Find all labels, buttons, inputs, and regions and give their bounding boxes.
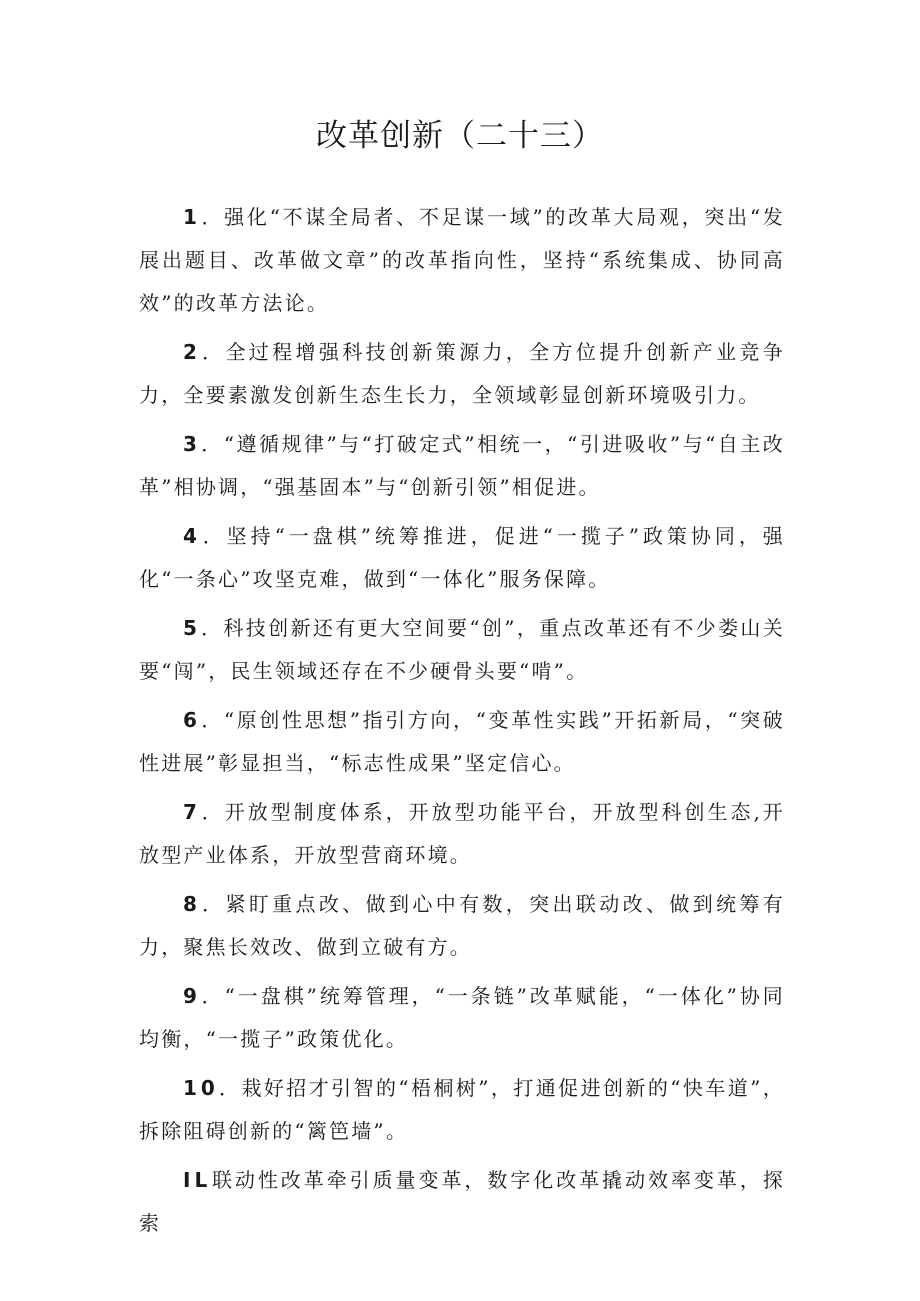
item-text: ．坚持“一盘棋”统筹推进，促进“一揽子”政策协同，强化“一条心”攻坚克难，做到“一体化”服务保障。: [139, 524, 785, 591]
list-item-11: [139, 1159, 785, 1245]
item-number: 9: [183, 984, 201, 1008]
item-text: ．“一盘棋”统筹管理，“一条链”改革赋能，“一体化”协同均衡，“一揽子”政策优化。: [139, 984, 785, 1051]
list-item-6: [139, 699, 785, 785]
item-text: 联动性改革牵引质量变革，数字化改革撬动效率变革，探索: [139, 1168, 785, 1235]
list-item-3: [139, 423, 785, 509]
item-number: 3: [183, 432, 201, 456]
item-number: 4: [183, 524, 201, 548]
list-item-2: [139, 331, 785, 417]
item-number: 6: [183, 708, 201, 732]
item-text: ．开放型制度体系，开放型功能平台，开放型科创生态,开放型产业体系，开放型营商环境。: [139, 800, 785, 867]
item-text: ．强化“不谋全局者、不足谋一域”的改革大局观，突出“发展出题目、改革做文章”的改革指向性，坚持“系统集成、协同高效”的改革方法论。: [139, 205, 785, 315]
item-number: 8: [183, 892, 201, 916]
list-item-7: [139, 791, 785, 877]
list-item-1: [139, 196, 785, 325]
item-text: ．“原创性思想”指引方向，“变革性实践”开拓新局，“突破性进展”彰显担当，“标志性成果”坚定信心。: [139, 708, 785, 775]
list-item-5: [139, 607, 785, 693]
item-text: ．栽好招才引智的“梧桐树”，打通促进创新的“快车道”，拆除阻碍创新的“篱笆墙”。: [139, 1076, 785, 1143]
item-text: ．科技创新还有更大空间要“创”，重点改革还有不少娄山关要“闯”，民生领域还存在不少硬骨头要“啃”。: [139, 616, 785, 683]
item-number: 7: [183, 800, 201, 824]
item-number: 1: [183, 205, 201, 229]
document-body: [139, 196, 785, 1251]
page-title: 改革创新（二十三）: [316, 118, 604, 154]
list-item-8: [139, 883, 785, 969]
item-text: ．紧盯重点改、做到心中有数，突出联动改、做到统筹有力，聚焦长效改、做到立破有方。: [139, 892, 785, 959]
item-number: 5: [183, 616, 201, 640]
list-item-4: [139, 515, 785, 601]
list-item-9: [139, 975, 785, 1061]
item-number: 2: [183, 340, 201, 364]
item-number: 10: [183, 1076, 219, 1100]
item-text: ．全过程增强科技创新策源力，全方位提升创新产业竞争力，全要素激发创新生态生长力，全领域彰显创新环境吸引力。: [139, 340, 785, 407]
item-number: IL: [183, 1168, 212, 1192]
item-text: ．“遵循规律”与“打破定式”相统一，“引进吸收”与“自主改革”相协调，“强基固本”与“创新引领”相促进。: [139, 432, 785, 499]
list-item-10: [139, 1067, 785, 1153]
